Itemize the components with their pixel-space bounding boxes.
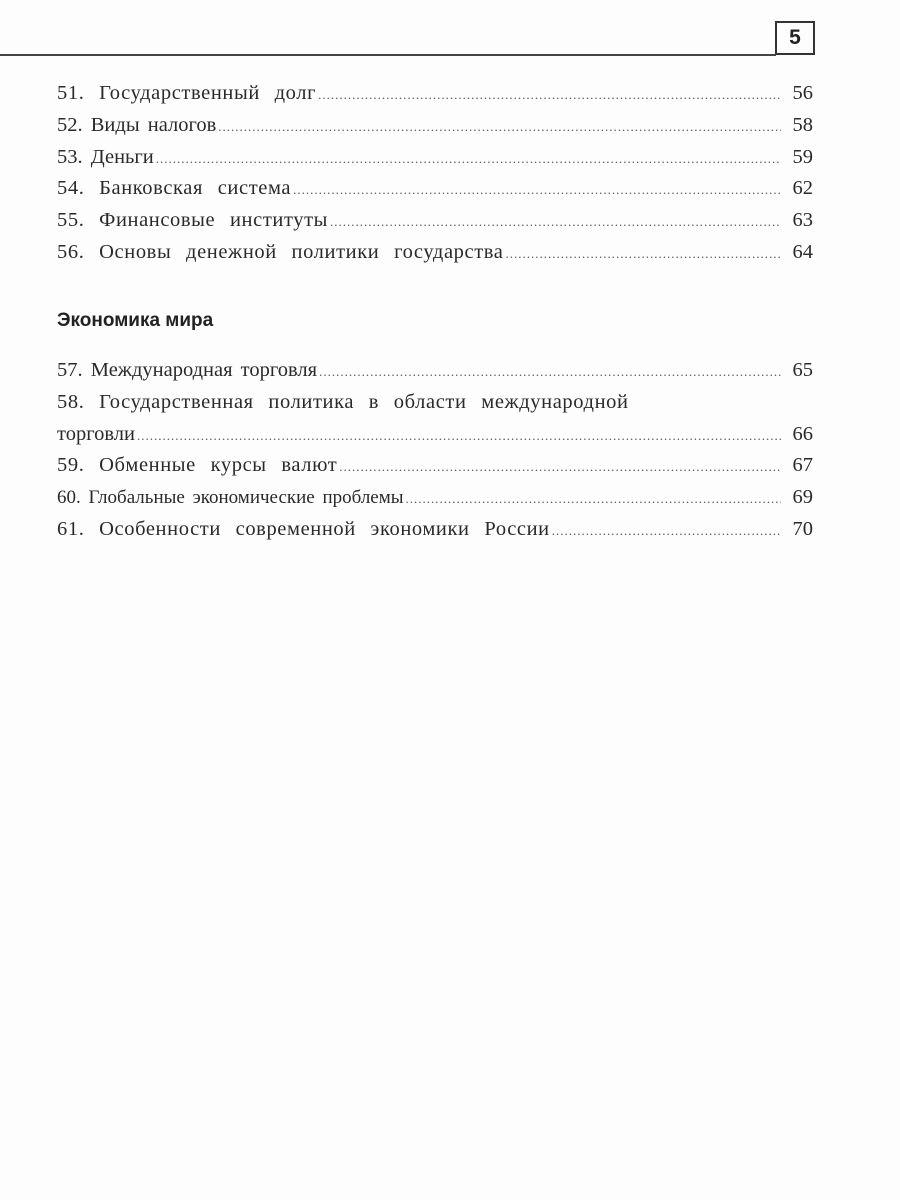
toc-entry-title: 61. Особенности современной экономики России [57,517,550,540]
toc-entry-page: 62 [792,177,813,200]
toc-entry-title: 55. Финансовые институты [57,209,329,232]
toc-entry-page: 56 [792,82,813,104]
toc-entry-title: 60. Глобальные экономические проблемы [57,487,404,509]
toc-entry-page: 59 [792,145,813,168]
toc-entry-page: 64 [792,240,813,263]
toc-entry-page: 63 [792,209,813,232]
section-heading: Экономика мира [57,310,214,331]
toc-entry-page: 66 [792,422,813,445]
header-rule [0,54,776,56]
toc-entry[interactable] [57,454,813,486]
toc-entry-page: 69 [792,486,813,509]
toc-entry[interactable] [57,146,813,178]
toc-section-1 [57,82,813,273]
toc-entry-title: 57. Международная торговля [57,359,318,381]
dot-leader [293,182,781,198]
toc-entry-title-line1: 58. Государственная политика в области международной [57,390,629,413]
toc-entry[interactable] [57,391,813,455]
toc-entry[interactable] [57,359,813,391]
toc-entry[interactable] [57,114,813,146]
dot-leader [552,523,781,539]
dot-leader [505,246,781,262]
toc-entry-title-line2: торговли [57,422,135,445]
toc-entry[interactable] [57,518,813,550]
dot-leader [137,428,781,444]
toc-entry-title: 59. Обменные курсы валют [57,454,338,477]
dot-leader [318,87,781,103]
toc-entry-title: 51. Государственный долг [57,82,317,104]
toc-entry[interactable] [57,177,813,209]
toc-entry-page: 67 [792,454,813,477]
toc-entry-page: 65 [792,359,813,381]
page-number: 5 [775,21,815,55]
toc-entry-page: 70 [792,517,813,540]
dot-leader [156,151,781,167]
toc-entry-title: 52. Виды налогов [57,113,217,136]
dot-leader [330,214,781,230]
dot-leader [319,364,781,380]
toc-entry[interactable] [57,209,813,241]
dot-leader [339,459,781,475]
dot-leader [406,491,781,507]
toc-entry[interactable] [57,486,813,518]
toc-entry-title: 56. Основы денежной политики государства [57,240,504,263]
toc-section-2 [57,359,813,550]
toc-entry[interactable] [57,241,813,273]
toc-entry-title: 54. Банковская система [57,177,292,200]
dot-leader [218,119,781,135]
toc-entry-title: 53. Деньги [57,145,154,168]
toc-entry-page: 58 [792,113,813,136]
toc-entry[interactable] [57,82,813,114]
